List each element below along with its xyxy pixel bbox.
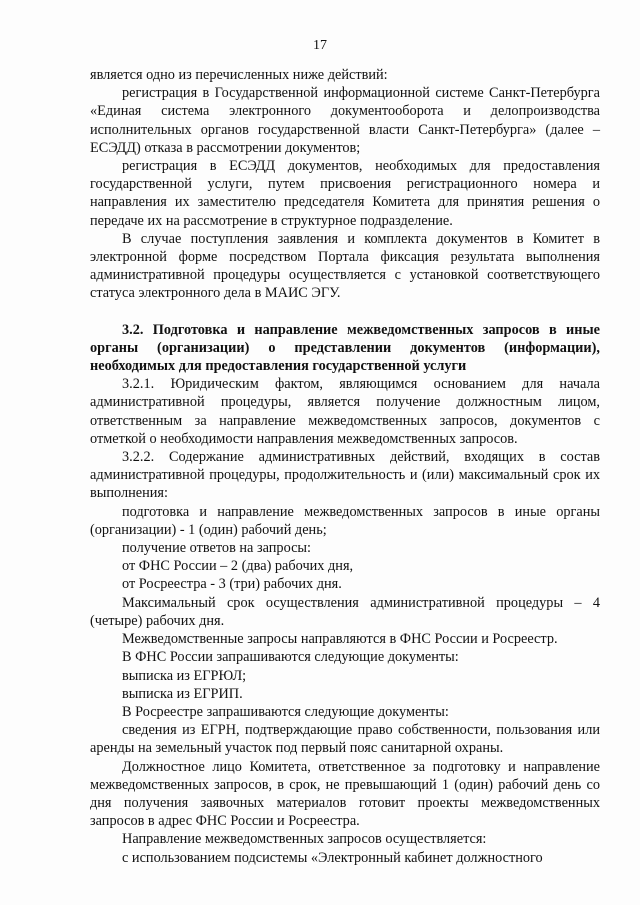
- paragraph-3-2-1: 3.2.1. Юридическим фактом, являющимся основанием для начала административной процедуры, является получение должностным лицом, ответственным за направление межведомственных запросов, документов с отметкой о необходимости направления межведомственных запросов.: [90, 376, 600, 447]
- section-heading: 3.2. Подготовка и направление межведомственных запросов в иные органы (организации) о представлении документов (информации), необходимых для предоставления государственной услуги: [90, 321, 600, 375]
- paragraph-electronic-submission: В случае поступления заявления и комплекта документов в Комитет в электронной форме посредством Портала фиксация результата выполнения административной процедуры осуществляется с установкой соответствующего статуса электронного дела в МАИС ЭГУ.: [90, 230, 600, 302]
- page-number: 17: [313, 38, 327, 53]
- paragraph-max-period: Максимальный срок осуществления административной процедуры – 4 (четыре) рабочих дня.: [90, 594, 600, 629]
- paragraph-continuation: является одно из перечисленных ниже действий:: [90, 67, 388, 83]
- paragraph-official-responsible: Должностное лицо Комитета, ответственное за подготовку и направление межведомственных запросов, в срок, не превышающий 1 (один) рабочий день со дня получения заявочных материалов готовит проекты межведомственных запросов в адрес ФНС России и Росреестра.: [90, 758, 600, 830]
- paragraph-registration-refusal: регистрация в Государственной информационной системе Санкт-Петербурга «Единая система электронного документооборота и делопроизводства исполнительных органов государственной власти Санкт-Петербурга» (далее – ЕСЭДД) отказа в рассмотрении документов;: [90, 85, 600, 156]
- paragraph-3-2-2: 3.2.2. Содержание административных действий, входящих в состав административной процедуры, продолжительность и (или) максимальный срок их выполнения:: [90, 449, 600, 502]
- paragraph-rosreestr-documents: В Росреестре запрашиваются следующие документы:: [122, 703, 449, 720]
- paragraph-fns-documents: В ФНС России запрашиваются следующие документы:: [122, 649, 459, 666]
- paragraph-egrip: выписка из ЕГРИП.: [122, 685, 243, 702]
- paragraph-requests-sent: Межведомственные запросы направляются в ФНС России и Росреестр.: [122, 631, 558, 648]
- paragraph-electronic-cabinet: с использованием подсистемы «Электронный кабинет должностного: [122, 849, 543, 866]
- paragraph-egrul: выписка из ЕГРЮЛ;: [122, 667, 247, 684]
- paragraph-registration-documents: регистрация в ЕСЭДД документов, необходимых для предоставления государственной услуги, путем присвоения регистрационного номера и направления их заместителю председателя Комитета для принятия решения о передаче их на рассмотрение в структурное подразделение.: [90, 158, 600, 229]
- page-body: [90, 66, 600, 867]
- paragraph-receiving-answers: получение ответов на запросы:: [122, 540, 312, 557]
- paragraph-fns-period: от ФНС России – 2 (два) рабочих дня,: [122, 558, 354, 575]
- paragraph-egrn: сведения из ЕГРН, подтверждающие право собственности, пользования или аренды на земельный участок под первый пояс санитарной охраны.: [90, 722, 600, 757]
- paragraph-sending-method: Направление межведомственных запросов осуществляется:: [122, 831, 487, 848]
- paragraph-preparation-period: подготовка и направление межведомственных запросов в иные органы (организации) - 1 (один) рабочий день;: [90, 503, 600, 538]
- paragraph-rosreestr-period: от Росреестра - 3 (три) рабочих дня.: [122, 576, 342, 593]
